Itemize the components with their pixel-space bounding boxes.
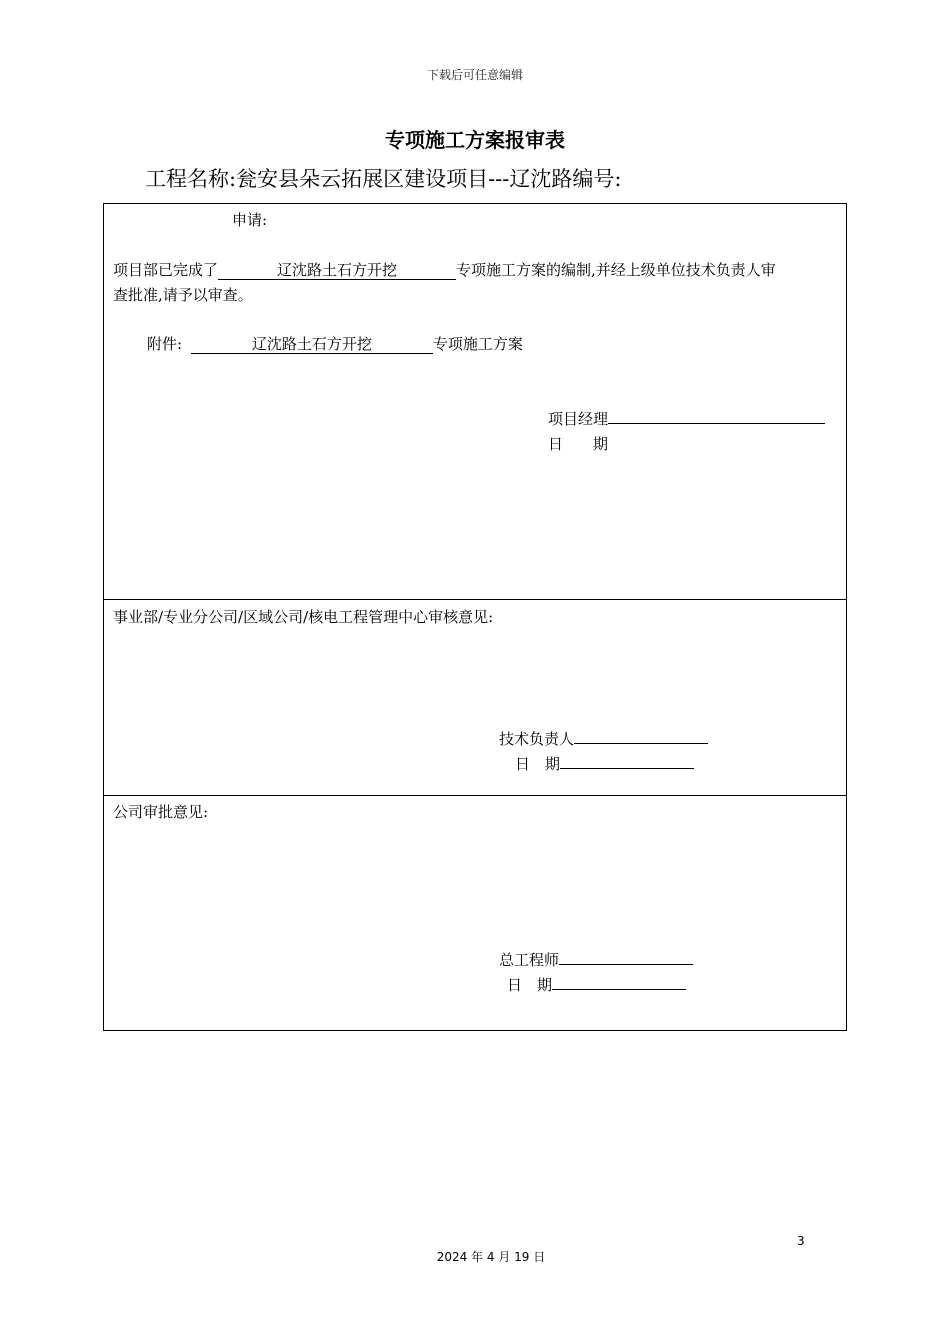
tech-signature-line bbox=[574, 728, 708, 744]
date-label-3: 日 期 bbox=[507, 976, 553, 994]
company-approval-heading: 公司审批意见: bbox=[113, 803, 209, 821]
chief-date-line bbox=[552, 974, 686, 990]
page-title: 专项施工方案报审表 bbox=[385, 128, 565, 152]
attachment-label: 附件: bbox=[147, 335, 183, 353]
tech-date-row bbox=[515, 753, 694, 774]
statement-prefix: 项目部已完成了 bbox=[113, 261, 219, 279]
approval-form-table bbox=[103, 203, 847, 1031]
tech-lead-label: 技术负责人 bbox=[499, 730, 575, 748]
statement-suffix: 专项施工方案的编制,并经上级单位技术负责人审 bbox=[456, 261, 776, 279]
attachment-name-field: 辽沈路土石方开挖 bbox=[191, 335, 433, 354]
tech-date-line bbox=[560, 753, 694, 769]
completion-statement bbox=[113, 259, 776, 280]
department-review-heading: 事业部/专业分公司/区域公司/核电工程管理中心审核意见: bbox=[113, 608, 494, 626]
row-divider bbox=[104, 795, 846, 796]
date-label-2: 日 期 bbox=[515, 755, 561, 773]
footer-date: 2024 年 4 月 19 日 bbox=[436, 1250, 546, 1264]
apply-label: 申请: bbox=[232, 211, 268, 229]
attachment-row bbox=[147, 333, 523, 354]
date-label-1: 日 期 bbox=[548, 435, 609, 453]
header-note: 下载后可任意编辑 bbox=[426, 68, 523, 82]
attachment-suffix: 专项施工方案 bbox=[432, 335, 523, 353]
chief-engineer-label: 总工程师 bbox=[499, 951, 560, 969]
manager-label: 项目经理 bbox=[548, 410, 609, 428]
tech-signature-row bbox=[499, 728, 708, 749]
manager-signature-line bbox=[608, 408, 825, 424]
plan-name-field: 辽沈路土石方开挖 bbox=[218, 261, 456, 280]
manager-signature-row bbox=[548, 408, 825, 429]
page-number: 3 bbox=[797, 1234, 805, 1248]
row-divider bbox=[104, 599, 846, 600]
chief-date-row bbox=[507, 974, 686, 995]
project-name: 工程名称:瓮安县朵云拓展区建设项目---辽沈路编号: bbox=[145, 167, 622, 191]
statement-line-2: 查批准,请予以审查。 bbox=[113, 286, 253, 304]
chief-signature-line bbox=[559, 949, 693, 965]
chief-signature-row bbox=[499, 949, 693, 970]
